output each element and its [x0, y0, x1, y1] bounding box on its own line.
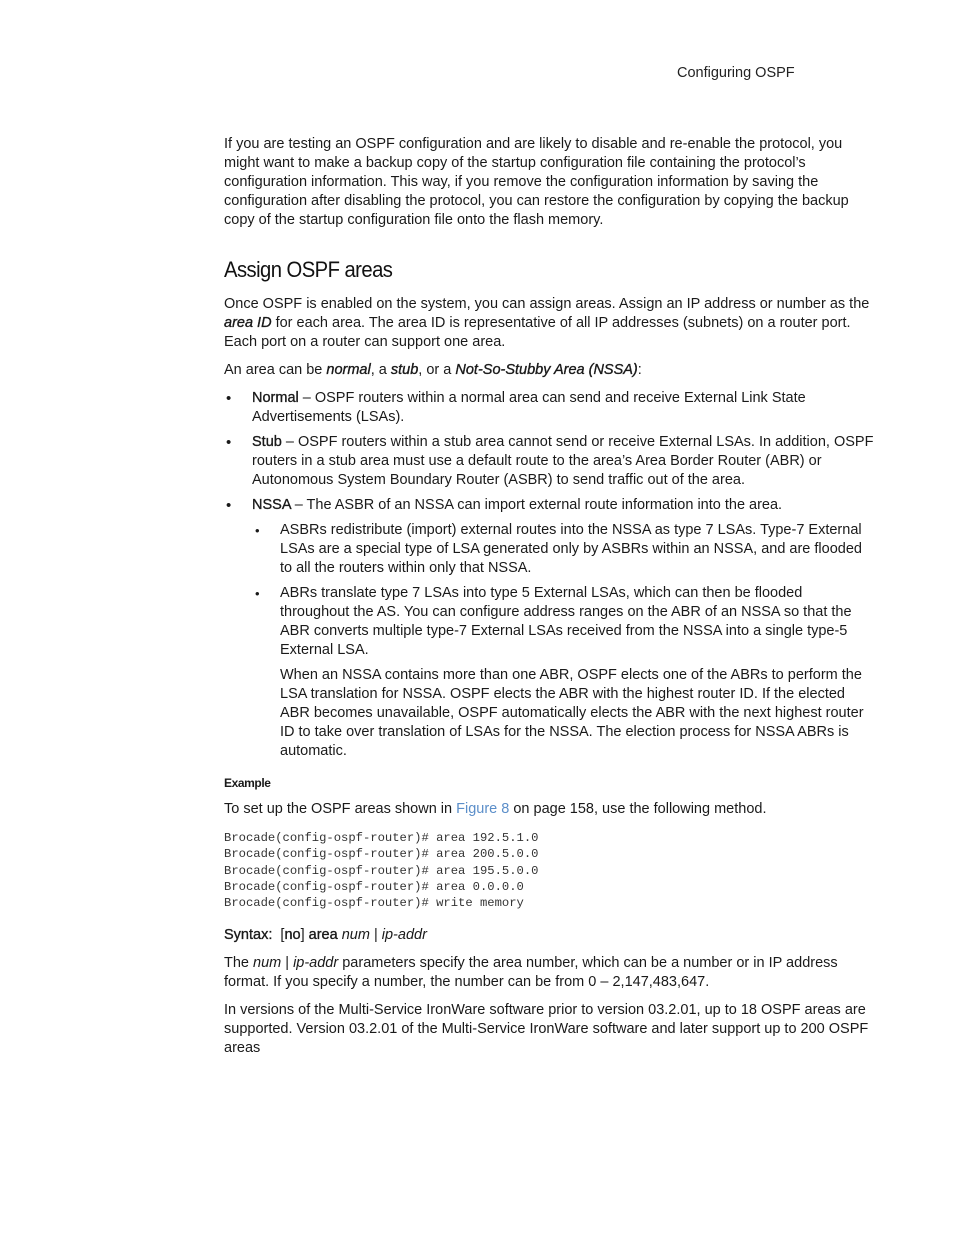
versions-paragraph: In versions of the Multi-Service IronWare software prior to version 03.2.01, up to 18 OSPF areas are supported. Version 03.2.01 of the Multi-Service IronWare software and later support up to 200 OSPF areas — [224, 1002, 869, 1057]
area-id-paragraph — [224, 295, 874, 352]
bullet-icon: • — [226, 390, 232, 407]
text-span: for each area. The area ID is representative of all IP addresses (subnets) on a router port. Each port on a router can support one area. — [224, 315, 851, 350]
sub-bullet-text: ABRs translate type 7 LSAs into type 5 External LSAs, which can then be flooded throughout the AS. You can configure address ranges on the ABR of an NSSA so that the ABR converts multiple type-7 External LSAs received from the NSSA into a single type-5 External LSA. — [280, 585, 852, 658]
abr-election-paragraph: When an NSSA contains more than one ABR, OSPF elects one of the ABRs to perform the LSA translation for NSSA. OSPF elects the ABR with the highest router ID. If the elected ABR becomes unavailable, OSPF automatically elects the ABR with the next highest router ID to take over translation of LSAs for the NSSA. The election process for NSSA ABRs is automatic. — [280, 667, 864, 759]
list-item — [252, 521, 874, 578]
bullet-icon: • — [226, 497, 232, 514]
text-span: ] — [300, 927, 305, 944]
section-title: Assign OSPF areas — [224, 257, 393, 282]
syntax-area: area — [308, 927, 338, 944]
text-span: : — [637, 362, 642, 378]
code-line: Brocade(config-ospf-router)# area 200.5.0.0 — [224, 847, 539, 862]
text-span: The — [224, 955, 254, 972]
list-item — [224, 389, 874, 427]
text-span: on page 158, use the following method. — [509, 801, 767, 817]
intro-paragraph: If you are testing an OSPF configuration and are likely to disable and re-enable the protocol, you might want to make a backup copy of the startup configuration file containing the protocol’s configuration information. This way, if you remove the configuration information by saving the configuration after disabling the protocol, you can restore the configuration by copying the backup copy of the startup configuration file onto the flash memory. — [224, 136, 849, 228]
term-normal: normal — [326, 362, 371, 378]
example-heading: Example — [224, 776, 271, 790]
term-nssa: Not-So-Stubby Area (NSSA) — [455, 362, 638, 378]
code-line: Brocade(config-ospf-router)# area 195.5.0.0 — [224, 863, 539, 878]
text-span: Once OSPF is enabled on the system, you can assign areas. Assign an IP address or number as the — [224, 296, 870, 312]
param-ipaddr: ip-addr — [293, 955, 339, 972]
page-content — [224, 135, 874, 1067]
nssa-sub-list — [252, 521, 874, 761]
bullet-icon: • — [255, 523, 260, 538]
list-item — [224, 496, 874, 761]
text-span: [ — [280, 927, 285, 944]
syntax-ipaddr: ip-addr — [381, 927, 427, 944]
code-line: Brocade(config-ospf-router)# area 192.5.1.0 — [224, 831, 539, 845]
text-span: , or a — [418, 362, 456, 378]
text-span: | — [369, 927, 382, 944]
figure-link[interactable]: Figure 8 — [456, 801, 510, 817]
code-line: Brocade(config-ospf-router)# area 0.0.0.0 — [224, 879, 524, 894]
param-num: num — [253, 955, 282, 972]
bullet-term: Stub — [252, 434, 282, 450]
sub-bullet-text: ASBRs redistribute (import) external routes into the NSSA as type 7 LSAs. Type-7 External LSAs are a special type of LSA generated only by ASBRs within an NSSA, and are flooded to all the routers within only that NSSA. — [280, 522, 862, 576]
syntax-num: num — [341, 927, 370, 944]
text-span: An area can be — [224, 362, 327, 378]
area-types-paragraph — [224, 361, 874, 380]
bullet-icon: • — [255, 586, 260, 601]
bullet-text: – OSPF routers within a stub area cannot send or receive External LSAs. In addition, OSPF routers in a stub area must use a default route to the area’s Area Border Router (ABR) or Autonomous System Boundary Router (ASBR) to send traffic out of the area. — [252, 434, 874, 488]
code-block — [224, 830, 874, 911]
syntax-no: no — [284, 927, 301, 944]
running-header: Configuring OSPF — [677, 65, 795, 81]
bullet-icon: • — [226, 434, 232, 451]
bullet-term: Normal — [252, 390, 299, 406]
area-type-list — [224, 389, 874, 761]
term-stub: stub — [390, 362, 419, 378]
text-span: , a — [370, 362, 391, 378]
text-span: To set up the OSPF areas shown in — [224, 801, 457, 817]
parameter-paragraph — [224, 954, 874, 992]
text-span: parameters specify the area number, which can be a number or in IP address format. If you specify a number, the number can be from 0 – 2,147,483,647. — [224, 955, 838, 991]
term-area-id: area ID — [224, 315, 272, 331]
list-item — [252, 584, 874, 761]
bullet-text: – The ASBR of an NSSA can import external route information into the area. — [290, 497, 783, 513]
example-paragraph — [224, 800, 874, 819]
list-item — [224, 433, 874, 490]
syntax-line — [224, 926, 874, 945]
text-span: | — [281, 955, 294, 972]
code-line: Brocade(config-ospf-router)# write memory — [224, 896, 524, 911]
syntax-label: Syntax: — [224, 927, 273, 944]
bullet-text: – OSPF routers within a normal area can send and receive External Link State Advertisements (LSAs). — [252, 390, 806, 425]
bullet-term: NSSA — [252, 497, 291, 513]
